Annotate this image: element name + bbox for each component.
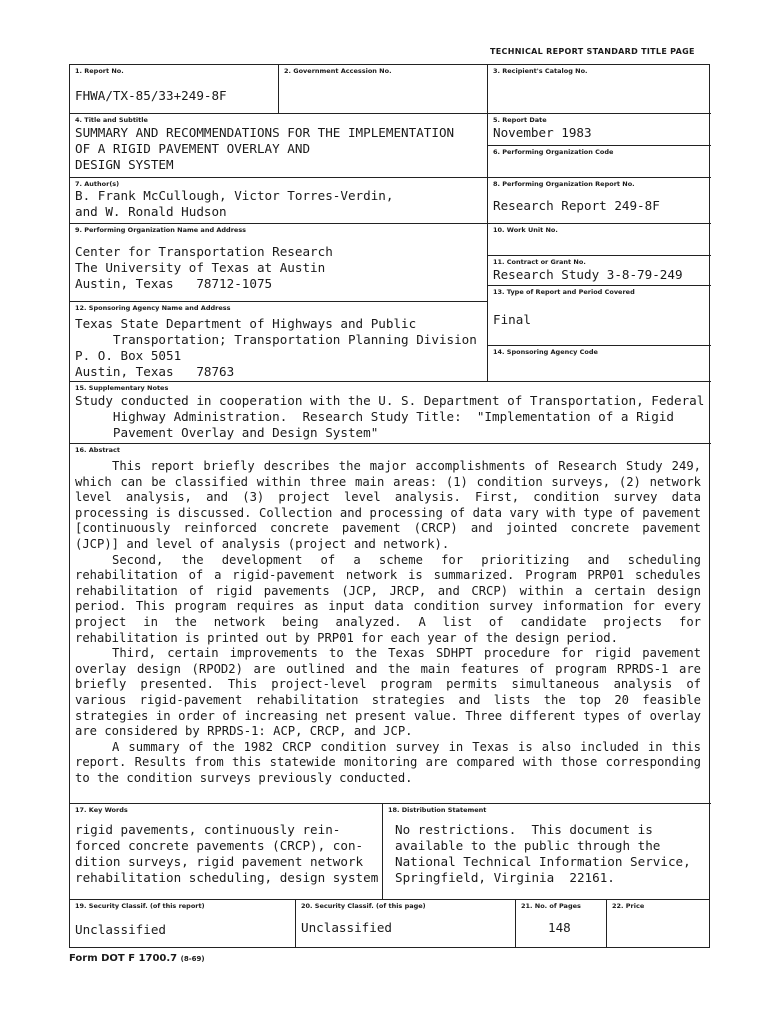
distribution-line: Springfield, Virginia 22161.: [395, 870, 615, 885]
sponsoring-agency-line: P. O. Box 5051: [75, 348, 182, 363]
distribution-line: available to the public through the: [395, 838, 661, 853]
abstract-paragraph: Third, certain improvements to the Texas SDHPT procedure for rigid pavement overlay design (RPOD2) are outlined and the main features of program RPRDS-1 are briefly presented. This project-level program permits simultaneous analysis of various rigid-pavement rehabilitation strategies and lists the top 20 feasible strategies in order of increasing net present value. Three different types of overlay are considered by RPRDS-1: ACP, CRCP, and JCP.: [75, 646, 701, 739]
sponsoring-agency-code-cell: [487, 345, 711, 381]
report-type-label: 13. Type of Report and Period Covered: [493, 288, 635, 296]
performing-org-report-cell: [487, 177, 711, 223]
abstract-paragraph: Second, the development of a scheme for prioritizing and scheduling rehabilitation of a rigid-pavement network is summarized. Program PRP01 schedules rehabilitation of rigid pavements (JCP, JRCP, and CRCP) within a certain design period. This program requires as input data condition survey information for every project in the network being analyzed. A list of candidate projects for rehabilitation is printed out by PRP01 for each year of the design period.: [75, 552, 701, 645]
title-subtitle-cell: [70, 113, 487, 177]
contract-grant-value: Research Study 3-8-79-249: [493, 267, 683, 282]
title-line: OF A RIGID PAVEMENT OVERLAY AND: [75, 141, 311, 156]
report-date-label: 5. Report Date: [493, 116, 547, 124]
security-report-value: Unclassified: [75, 922, 166, 937]
report-no-label: 1. Report No.: [75, 67, 124, 75]
contract-grant-cell: [487, 255, 711, 285]
price-label: 22. Price: [612, 902, 645, 910]
form-date: (8-69): [180, 955, 205, 963]
performing-org-line: Austin, Texas 78712-1075: [75, 276, 273, 291]
form-footer: [69, 953, 205, 964]
report-no-value: FHWA/TX-85/33+249-8F: [75, 88, 227, 103]
performing-org-line: Center for Transportation Research: [75, 244, 333, 259]
sponsoring-agency-code-label: 14. Sponsoring Agency Code: [493, 348, 598, 356]
security-page-label: 20. Security Classif. (of this page): [301, 902, 426, 910]
sponsoring-agency-line: Austin, Texas 78763: [75, 364, 235, 379]
title-subtitle-label: 4. Title and Subtitle: [75, 116, 148, 124]
sponsoring-agency-label: 12. Sponsoring Agency Name and Address: [75, 304, 231, 312]
abstract-paragraph: This report briefly describes the major accomplishments of Research Study 249, which can be classified within three main areas: (1) condition surveys, (2) network level analysis, and (3) project level analysis. First, condition survey data processing is discussed. Collection and processing of data vary with type of pavement [continuously reinforced concrete pavement (CRCP) and jointed concrete pavement (JCP)] and level of analysis (project and network).: [75, 459, 701, 551]
performing-org-report-label: 8. Performing Organization Report No.: [493, 180, 635, 188]
key-words-line: rehabilitation scheduling, design system: [75, 870, 379, 885]
abstract-cell: [70, 443, 711, 803]
security-page-cell: [295, 899, 515, 947]
distribution-cell: [382, 803, 711, 899]
security-report-cell: [70, 899, 295, 947]
recipient-catalog-label: 3. Recipient's Catalog No.: [493, 67, 588, 75]
distribution-line: National Technical Information Service,: [395, 854, 691, 869]
sponsoring-agency-line: Transportation; Transportation Planning Division: [75, 332, 477, 347]
supplementary-notes-cell: [70, 381, 711, 443]
no-pages-value: 148: [548, 920, 571, 935]
authors-cell: [70, 177, 487, 223]
gov-accession-label: 2. Government Accession No.: [284, 67, 392, 75]
distribution-label: 18. Distribution Statement: [388, 806, 487, 814]
supplementary-note-line: Pavement Overlay and Design System": [75, 425, 379, 440]
performing-org-code-label: 6. Performing Organization Code: [493, 148, 614, 156]
performing-org-cell: [70, 223, 487, 301]
performing-org-label: 9. Performing Organization Name and Address: [75, 226, 247, 234]
report-no-cell: [70, 65, 278, 113]
key-words-line: dition surveys, rigid pavement network: [75, 854, 364, 869]
report-date-cell: [487, 113, 711, 145]
abstract-label: 16. Abstract: [75, 446, 120, 454]
security-report-label: 19. Security Classif. (of this report): [75, 902, 205, 910]
work-unit-label: 10. Work Unit No.: [493, 226, 558, 234]
sponsoring-agency-line: Texas State Department of Highways and Public: [75, 316, 417, 331]
supplementary-notes-label: 15. Supplementary Notes: [75, 384, 169, 392]
performing-org-line: The University of Texas at Austin: [75, 260, 326, 275]
key-words-label: 17. Key Words: [75, 806, 128, 814]
price-cell: [606, 899, 709, 947]
performing-org-code-cell: [487, 145, 711, 177]
performing-org-report-value: Research Report 249-8F: [493, 198, 660, 213]
no-pages-cell: [515, 899, 606, 947]
author-line: B. Frank McCullough, Victor Torres-Verdin,: [75, 188, 394, 203]
no-pages-label: 21. No. of Pages: [521, 902, 581, 910]
work-unit-cell: [487, 223, 711, 255]
page-header-title: TECHNICAL REPORT STANDARD TITLE PAGE: [490, 47, 695, 56]
report-form: [69, 64, 710, 948]
supplementary-note-line: Highway Administration. Research Study Title: "Implementation of a Rigid: [75, 409, 674, 424]
supplementary-note-line: Study conducted in cooperation with the U. S. Department of Transportation, Federal: [75, 393, 705, 408]
authors-label: 7. Author(s): [75, 180, 120, 188]
gov-accession-cell: [278, 65, 487, 113]
key-words-line: rigid pavements, continuously rein-: [75, 822, 341, 837]
abstract-paragraph: A summary of the 1982 CRCP condition survey in Texas is also included in this report. Results from this statewide monitoring are compared with those corresponding to the condition surveys previously conducted.: [75, 739, 701, 785]
key-words-line: forced concrete pavements (CRCP), con-: [75, 838, 364, 853]
sponsoring-agency-cell: [70, 301, 487, 381]
author-line: and W. Ronald Hudson: [75, 204, 227, 219]
form-id: Form DOT F 1700.7: [69, 953, 178, 964]
recipient-catalog-cell: [487, 65, 711, 113]
report-type-cell: [487, 285, 711, 345]
title-line: DESIGN SYSTEM: [75, 157, 174, 172]
report-type-value: Final: [493, 312, 531, 327]
key-words-cell: [70, 803, 382, 899]
abstract-body: [75, 459, 701, 786]
report-date-value: November 1983: [493, 125, 592, 140]
security-page-value: Unclassified: [301, 920, 392, 935]
title-line: SUMMARY AND RECOMMENDATIONS FOR THE IMPLEMENTATION: [75, 125, 455, 140]
distribution-line: No restrictions. This document is: [395, 822, 653, 837]
contract-grant-label: 11. Contract or Grant No.: [493, 258, 586, 266]
